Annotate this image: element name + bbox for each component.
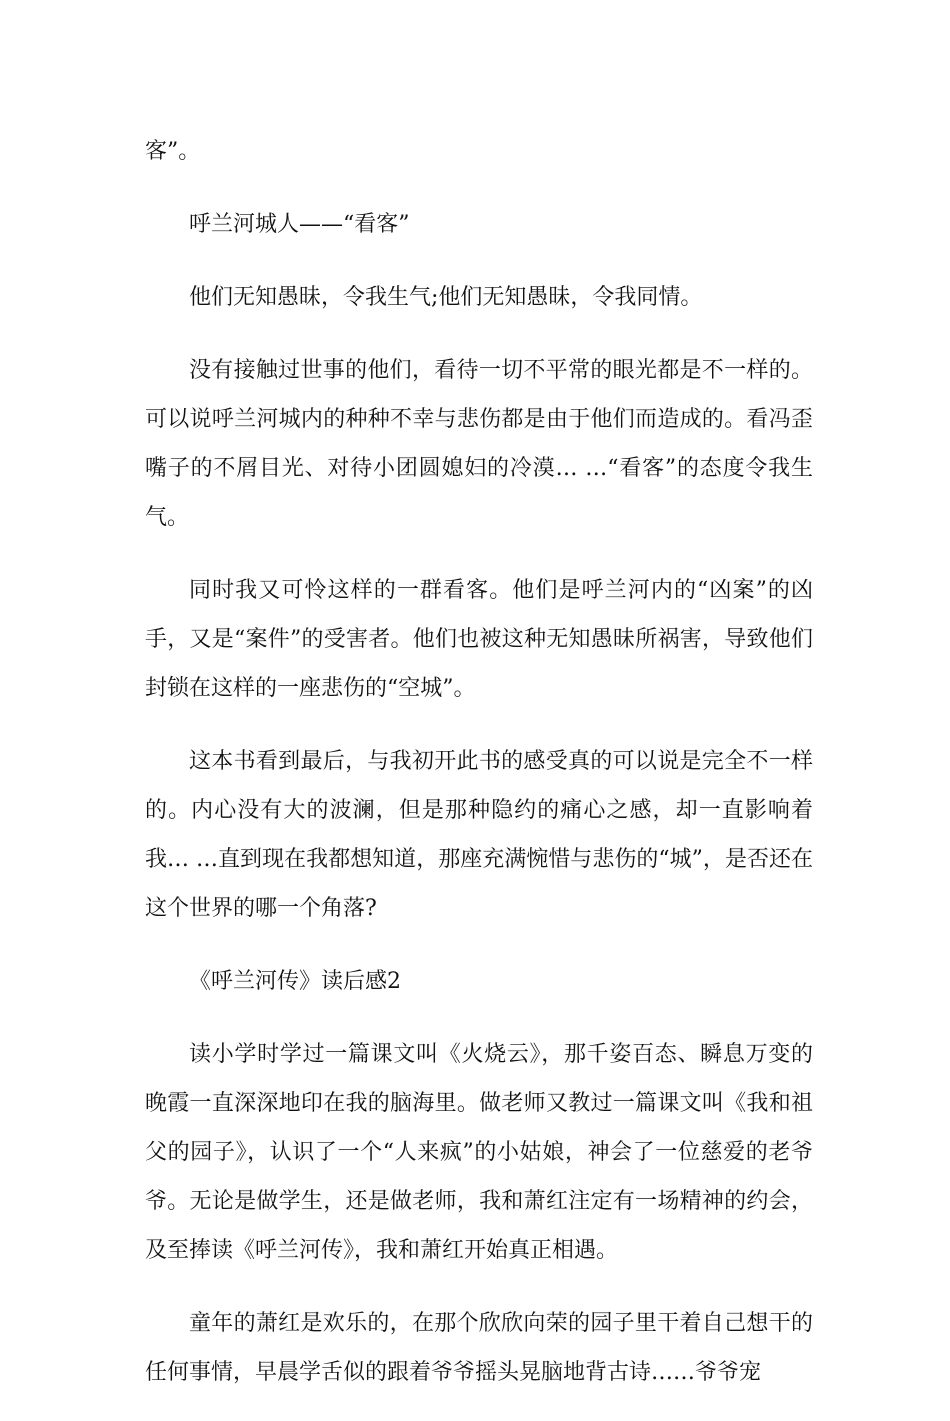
paragraph: 他们无知愚昧，令我生气;他们无知愚昧，令我同情。: [189, 285, 703, 310]
section-title: 《呼兰河传》读后感2: [189, 969, 401, 994]
paragraph: 没有接触过世事的他们，看待一切不平常的眼光都是不一样的。可以说呼兰河城内的种种不幸与悲伤都是由于他们而造成的。看冯歪嘴子的不屑目光、对待小团圆媳妇的冷漠… …“看客”的态度令我生气。: [145, 358, 813, 530]
paragraph: 这本书看到最后，与我初开此书的感受真的可以说是完全不一样的。内心没有大的波澜，但是那种隐约的痛心之感，却一直影响着我… …直到现在我都想知道，那座充满惋惜与悲伤的“城”，是否还在这个世界的哪一个角落?: [145, 749, 813, 921]
paragraph: 同时我又可怜这样的一群看客。他们是呼兰河内的“凶案”的凶手，又是“案件”的受害者。他们也被这种无知愚昧所祸害，导致他们封锁在这样的一座悲伤的“空城”。: [145, 578, 813, 701]
document-body: [145, 127, 813, 1421]
section-subheading: 呼兰河城人——“看客”: [189, 212, 410, 237]
paragraph-continuation: 客”。: [145, 139, 201, 164]
paragraph: 读小学时学过一篇课文叫《火烧云》，那千姿百态、瞬息万变的晚霞一直深深地印在我的脑海里。做老师又教过一篇课文叫《我和祖父的园子》，认识了一个“人来疯”的小姑娘，神会了一位慈爱的老爷爷。无论是做学生，还是做老师，我和萧红注定有一场精神的约会，及至捧读《呼兰河传》，我和萧红开始真正相遇。: [145, 1042, 813, 1263]
paragraph: 童年的萧红是欢乐的，在那个欣欣向荣的园子里干着自己想干的任何事情，早晨学舌似的跟着爷爷摇头晃脑地背古诗……爷爷宠: [145, 1311, 813, 1385]
